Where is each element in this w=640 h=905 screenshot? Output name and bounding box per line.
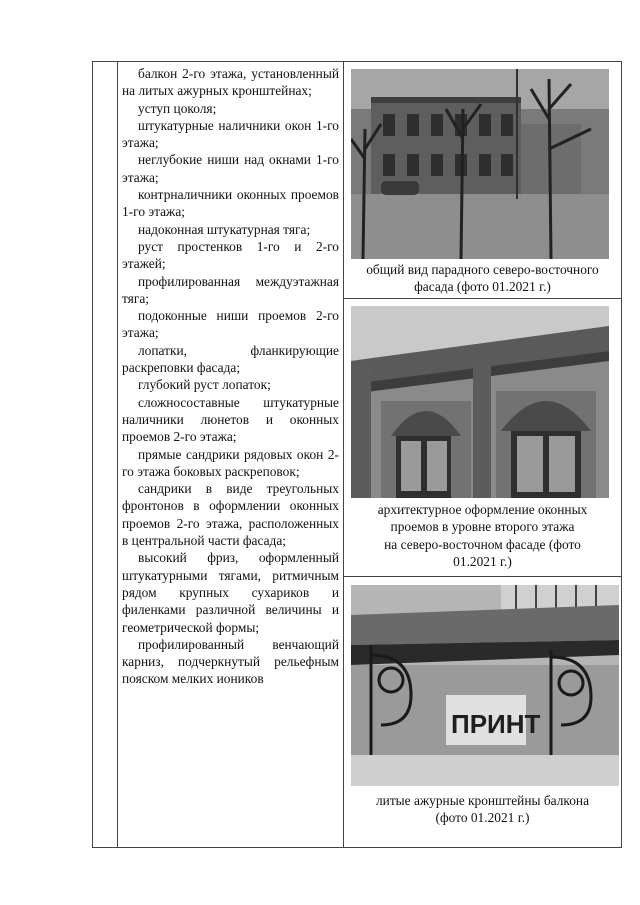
list-item: уступ цоколя; — [138, 100, 217, 116]
list-item: прямые сандрики рядовых окон 2-го этажа боковых раскреповок; — [122, 446, 339, 479]
svg-text:ПРИНТ: ПРИНТ — [451, 709, 541, 739]
windows-photo-illustration — [351, 306, 609, 498]
photo-cell — [344, 577, 621, 847]
description-cell — [118, 62, 344, 847]
list-item: руст простенков 1-го и 2-го этажей; — [122, 238, 339, 272]
list-item: неглубокие ниши над окнами 1-го этажа; — [122, 152, 339, 185]
list-item: глубокий руст лопаток; — [138, 377, 271, 393]
facade-photo-illustration — [351, 69, 609, 259]
list-item: балкон 2-го этажа, установленный на литых ажурных кронштейнах; — [122, 66, 339, 99]
list-item: надоконная штукатурная тяга; — [138, 221, 311, 237]
photo-caption: архитектурное оформление оконных проемов в уровне второго этажа на северо-восточном фасаде (фото 01.2021 г.) — [377, 502, 588, 569]
list-item: профилированный венчающий карниз, подчеркнутый рельефным пояском мелких иоников — [122, 636, 339, 687]
photo-caption: литые ажурные кронштейны балкона (фото 01.2021 г.) — [375, 793, 590, 826]
list-item: лопатки, фланкирующие раскреповки фасада; — [122, 342, 339, 376]
list-item: высокий фриз, оформленный штукатурными тягами, ритмичным рядом крупных сухариков и филенками различной величины и геометрической формы; — [122, 550, 339, 635]
balcony-photo-illustration — [351, 585, 619, 786]
balcony-brackets-photo — [351, 585, 619, 786]
list-item: профилированная междуэтажная тяга; — [122, 273, 339, 306]
list-item: подоконные ниши проемов 2-го этажа; — [122, 308, 339, 341]
photos-column — [344, 62, 621, 847]
windows-photo — [351, 306, 609, 498]
photo-cell — [344, 299, 621, 577]
list-item: сложносоставные штукатурные наличники люнетов и оконных проемов 2-го этажа; — [122, 394, 339, 445]
facade-photo — [351, 69, 609, 259]
photo-caption: общий вид парадного северо-восточного фасада (фото 01.2021 г.) — [366, 262, 599, 295]
list-item: сандрики в виде треугольных фронтонов в оформлении оконных проемов 2-го этажа, расположенных в центральной части фасада; — [122, 481, 339, 549]
row-number-cell — [93, 62, 118, 847]
photo-cell — [344, 62, 621, 299]
list-item: контрналичники оконных проемов 1-го этажа; — [122, 187, 339, 220]
list-item: штукатурные наличники окон 1-го этажа; — [122, 117, 339, 151]
monument-description-table — [92, 61, 622, 848]
